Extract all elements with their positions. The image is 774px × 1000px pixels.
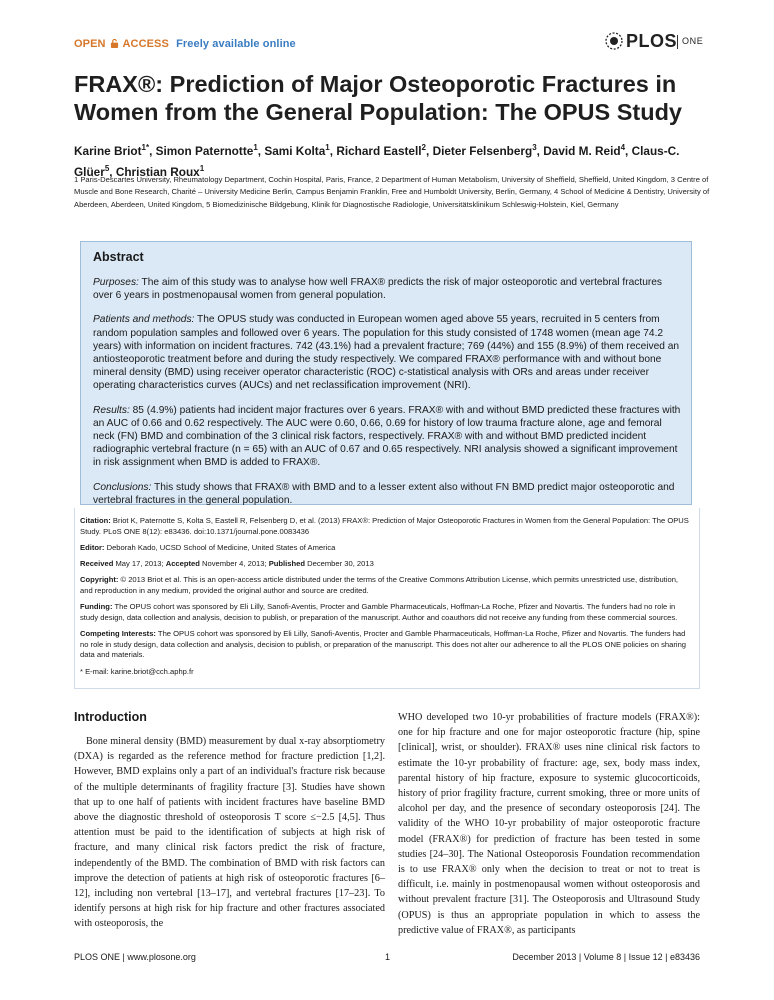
footer-issue-info: December 2013 | Volume 8 | Issue 12 | e83436: [512, 952, 700, 962]
author-name: Simon Paternotte: [155, 143, 254, 158]
info-label: Published: [268, 558, 306, 568]
author-name: Sami Kolta: [264, 143, 326, 158]
abstract-section-label: Patients and methods:: [93, 314, 195, 326]
info-paragraph: Citation: Briot K, Paternotte S, Kolta S, Eastell R, Felsenberg D, et al. (2013) FRAX®: Prediction of Major Osteoporotic Fractures in Women from the General Population: The OPUS Study. PLoS ONE 8(12): e83436. doi:10.1371/journal.pone.0083436: [80, 516, 689, 536]
info-label: Received: [80, 558, 114, 568]
author-affiliation-mark: 3: [532, 143, 537, 152]
intro-column-2: WHO developed two 10-yr probabilities of fracture models (FRAX®): one for hip fracture and one for major osteoporotic fracture (hip, spine [clinical], wrist, or shoulder). FRAX® uses nine clinical risk factors to estimate the 10-yr probability of fracture: age, sex, body mass index, parental history of hip fracture, exposure to systemic glucocorticoids, history of prior fragility fracture, current smoking, three or more units of alcohol per day, and the presence of secondary osteoporosis [24]. The validity of the WHO 10-yr probability of major osteoporotic fracture model (FRAX®) for prediction of fracture has been tested in some studies [24–30]. The National Osteoporosis Foundation recommendation is to use FRAX® only when the decision to treat or not to treat is difficult, i.e. mainly in postmenopausal women without osteoporosis and without prevalent fracture [31]. The Osteoporosis and Ultrasound Study (OPUS) is thus an appropriate population in which to assess the predictive value of FRAX®, as participants: [398, 712, 700, 936]
author-affiliation-mark: 1: [253, 143, 258, 152]
author-affiliation-mark: 1*: [141, 143, 150, 152]
article-title: FRAX®: Prediction of Major Osteoporotic Fractures in Women from the General Population: The OPUS Study: [74, 71, 683, 125]
author-name: Claus-C. Glüer: [74, 143, 680, 179]
author-affiliation-mark: 5: [104, 163, 110, 173]
info-paragraph: Funding: The OPUS cohort was sponsored by Eli Lilly, Sanofi-Aventis, Procter and Gamble Pharmaceuticals, Hoffman-La Roche, Pfizer and Novartis. The funders had no role in study design, data collection and analysis, decision to publish, or preparation of the manuscript. Author and coauthors did not receive any funding from these commercial sources.: [80, 601, 678, 622]
author-name: David M. Reid: [543, 143, 621, 158]
info-paragraph: Copyright: © 2013 Briot et al. This is an open-access article distributed under the terms of the Creative Commons Attribution License, which permits unrestricted use, distribution, and reproduction in any medium, provided the original author and source are credited.: [80, 575, 679, 595]
logo-plos-text: PLOS: [626, 31, 678, 51]
abstract-box: [80, 241, 692, 505]
open-lock-icon: [110, 39, 119, 48]
access-label: ACCESS: [122, 38, 169, 50]
abstract-paragraph: Patients and methods: The OPUS study was conducted in European women aged above 55 years, recruited in 5 centers from random population samples and followed over 6 years. The population for this study consisted of 1748 women (mean age 74.2 years) with information on incident fractures. 742 (43.1%) had a prevalent fracture; 769 (44%) and 155 (8.9%) of them received an antiosteoporotic treatment before and during the study respectively. We compared FRAX® performance with and without bone mineral density (BMD) using receiver operator characteristic (ROC) c-statistical analysis with ORs and areas under receiver operating characteristics curves (AUCs) and net reclassification improvement (NRI).: [93, 314, 680, 392]
author-affiliation-mark: 4: [620, 143, 626, 152]
logo-one-text: ONE: [682, 36, 704, 46]
info-label: Citation:: [80, 516, 111, 525]
open-label: OPEN: [74, 38, 106, 50]
info-label: Competing Interests:: [80, 628, 156, 638]
logo-divider: [677, 35, 678, 49]
abstract-sections: [93, 276, 681, 507]
abstract-section-label: Results:: [93, 404, 130, 416]
info-label: Copyright:: [80, 575, 119, 585]
info-paragraph: Received May 17, 2013; Accepted November 4, 2013; Published December 30, 2013: [80, 558, 374, 568]
introduction-heading: Introduction: [74, 710, 147, 724]
info-paragraph: Editor: Deborah Kado, UCSD School of Medicine, United States of America: [80, 542, 336, 552]
plos-logo-icon: [604, 30, 624, 52]
info-label: Accepted: [165, 558, 200, 568]
freely-available-label: Freely available online: [176, 38, 296, 50]
author-name: Christian Roux: [115, 164, 200, 179]
article-info: [80, 516, 692, 683]
author-list: Karine Briot$^{1*}$, Simon Paternotte$^1$, Sami Kolta$^1$, Richard Eastell$^2$, Dieter Felsenberg$^3$, David M. Reid$^4$, Claus-C. Glüer$^5$, Christian Roux$^1$: [74, 143, 680, 179]
author-name: Richard Eastell: [336, 143, 422, 158]
author-affiliation-mark: 1: [199, 163, 205, 173]
footer-page-number: 1: [385, 952, 391, 962]
open-access-banner: [74, 38, 296, 50]
info-label: Editor:: [80, 542, 105, 552]
info-paragraph: Competing Interests: The OPUS cohort was sponsored by Eli Lilly, Sanofi-Aventis, Procter and Gamble Pharmaceuticals, Hoffman-La Roche, Pfizer and Novartis. The funders had no role in study design, data collection and analysis, decision to publish, or preparation of the manuscript. This does not alter our adherence to all the PLOS ONE policies on sharing data and materials.: [80, 628, 687, 660]
affiliations: 1 Paris-Descartes University, Rheumatology Department, Cochin Hospital, Paris, France, 2 Department of Human Metabolism, University of Sheffield, Sheffield, United Kingdom, 3 Centre of Muscle and Bone Research, Charité – University Medicine Berlin, Campus Benjamin Franklin, Free and Humboldt University, Berlin, Germany, 4 School of Medicine & Dentistry, University of Aberdeen, Aberdeen, United Kingdom, 5 Biomedizinische Bildgebung, Klinik für Diagnostische Radiologie, Universitätsklinikum Schleswig-Holstein, Kiel, Germany: [74, 175, 710, 209]
footer-journal-link[interactable]: PLOS ONE | www.plosone.org: [74, 952, 196, 962]
intro-column-1: Bone mineral density (BMD) measurement by dual x-ray absorptiometry (DXA) is regarded as the reference method for fracture prediction [1,2]. However, BMD explains only a part of an individual's fracture risk because of the multiple determinants of fragility fracture [3]. Studies have shown that up to one half of patients with incident fractures have baseline BMD above the diagnostic threshold of osteoporosis T score ≤−2.5 [4,5]. Thus attention must be paid to the identification of subjects at high risk of fracture, and many clinical risk factors predict the risk of fracture, independently of the BMD. The combination of BMD with risk factors can improve the detection of patients at high risk of osteoporotic fractures [6–12], including non vertebral [13–17], and vertebral fractures [17–23]. To identify persons at high risk for hip fracture and other fractures associated with osteoporosis, the: [74, 736, 385, 930]
author-name: Karine Briot: [74, 143, 142, 158]
author-affiliation-mark: 1: [325, 143, 330, 152]
author-name: Dieter Felsenberg: [432, 143, 533, 158]
plos-one-logo[interactable]: [604, 30, 704, 52]
abstract-paragraph: Purposes: The aim of this study was to analyse how well FRAX® predicts the risk of major osteoporotic and vertebral fractures over 6 years in postmenopausal women from general population.: [93, 277, 663, 302]
abstract-paragraph: Results: 85 (4.9%) patients had incident major fractures over 6 years. FRAX® with and without BMD predicted these fractures with an AUC of 0.66 and 0.62 respectively. The AUC were 0.60, 0.66, 0.69 for history of low trauma fracture alone, age and femoral neck (FN) BMD and combination of the 3 clinical risk factors, respectively. FRAX® with and without BMD predicted incident radiographic vertebral fracture (n = 65) with an AUC of 0.67 and 0.65 respectively. NRI analysis showed a significant improvement in risk assignment when BMD is added to FRAX®.: [93, 404, 681, 469]
abstract-heading: Abstract: [93, 250, 144, 264]
author-affiliation-mark: 2: [421, 143, 426, 152]
abstract-section-label: Purposes:: [93, 277, 139, 288]
info-paragraph: * E-mail: karine.briot@cch.aphp.fr: [80, 666, 194, 676]
abstract-section-label: Conclusions:: [93, 481, 152, 493]
abstract-paragraph: Conclusions: This study shows that FRAX® with BMD and to a lesser extent also without FN BMD predict major osteoporotic and vertebral fractures in the general population.: [93, 481, 675, 506]
info-label: Funding:: [80, 601, 113, 611]
